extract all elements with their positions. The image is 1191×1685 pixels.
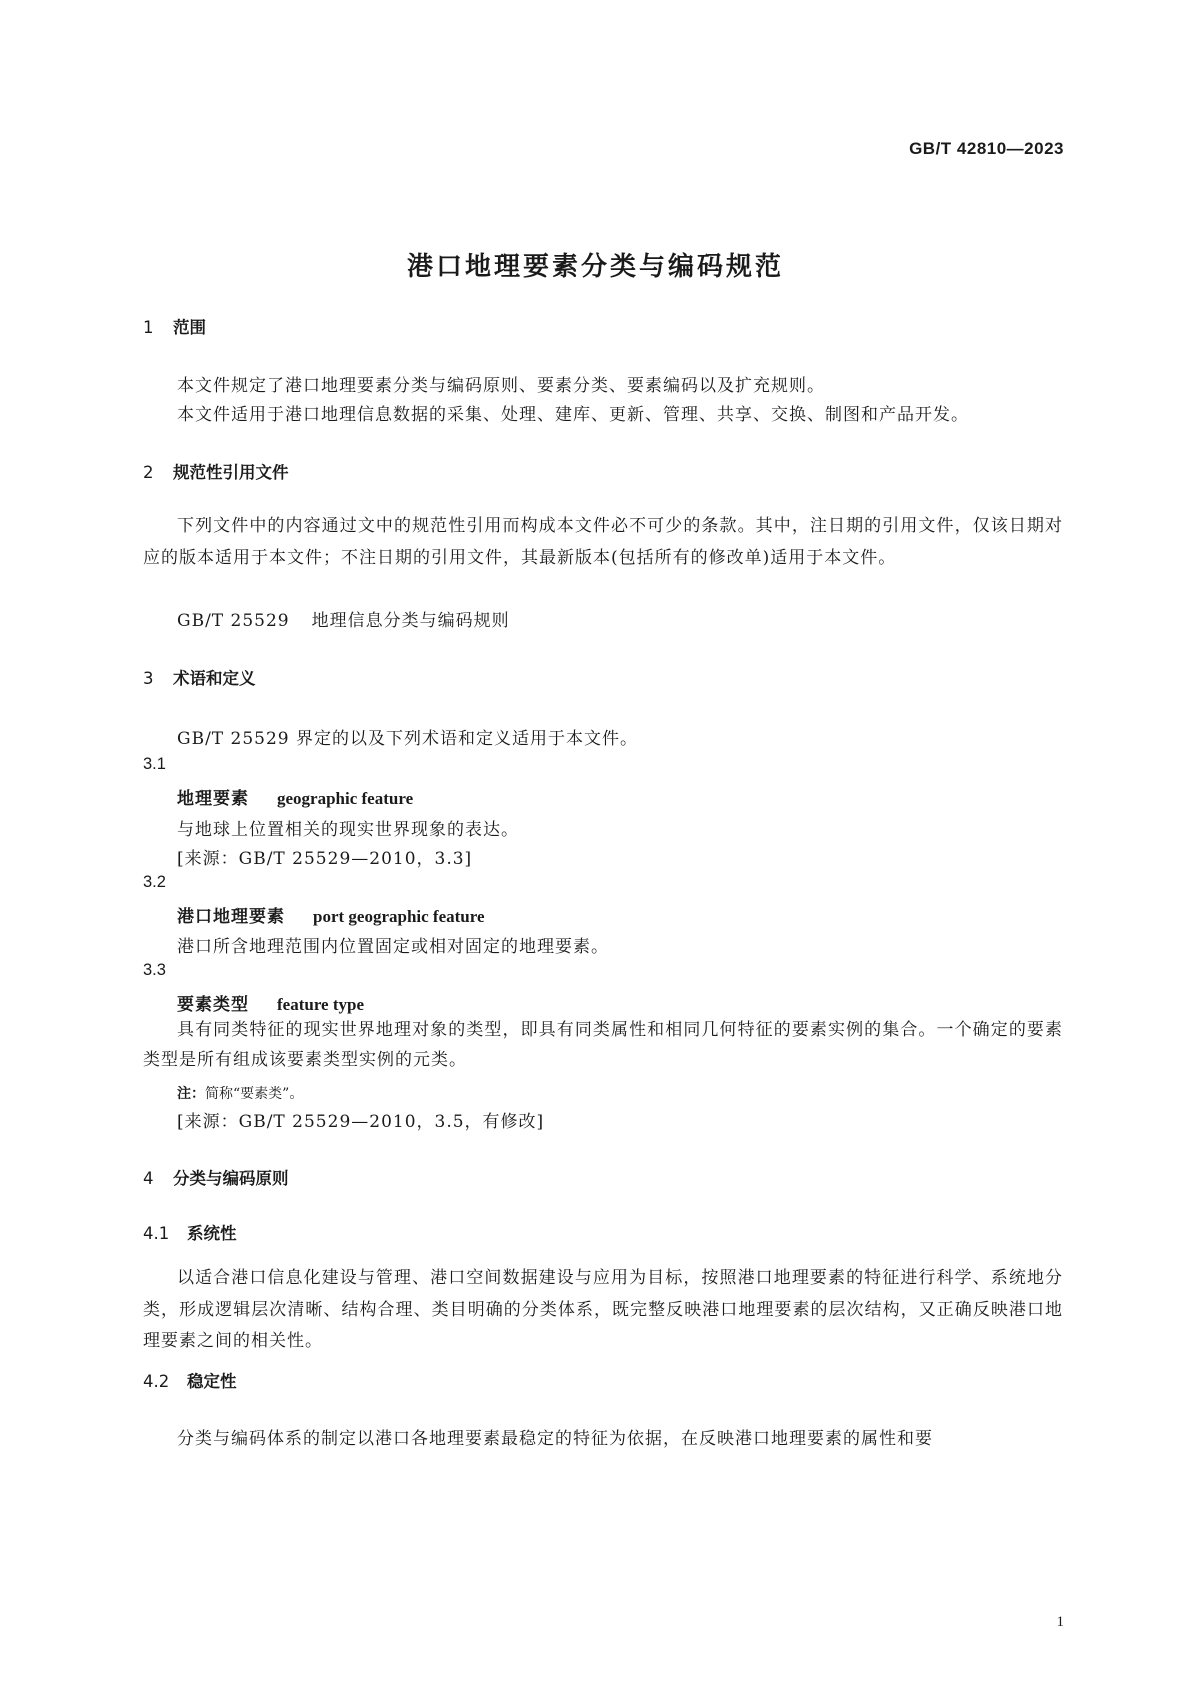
term-3-1-number: 3.1	[143, 755, 166, 773]
term-zh: 地理要素	[177, 789, 249, 809]
term-zh: 要素类型	[177, 995, 249, 1015]
note-text: 简称“要素类”。	[205, 1086, 304, 1102]
subsection-number: 4.1	[143, 1224, 170, 1243]
term-en: geographic feature	[277, 789, 414, 808]
section-4-1-heading	[143, 1220, 237, 1244]
term-3-3-number: 3.3	[143, 961, 166, 979]
section-4-1-paragraph: 以适合港口信息化建设与管理、港口空间数据建设与应用为目标，按照港口地理要素的特征进行科学、系统地分类，形成逻辑层次清晰、结构合理、类目明确的分类体系，既完整反映港口地理要素的层次结构，又正确反映港口地理要素之间的相关性。	[143, 1268, 1063, 1351]
section-number: 1	[143, 318, 154, 337]
subsection-title: 稳定性	[187, 1372, 237, 1391]
document-title: 港口地理要素分类与编码规范	[406, 252, 784, 282]
section-4-2-heading	[143, 1368, 237, 1392]
section-2-heading	[143, 459, 289, 483]
term-3-3-note	[177, 1083, 303, 1103]
term-en: port geographic feature	[313, 907, 485, 926]
reference-item	[177, 606, 510, 631]
term-3-1-source: [来源：GB/T 25529—2010，3.3]	[177, 849, 473, 869]
term-3-2-definition: 港口所含地理范围内位置固定或相对固定的地理要素。	[177, 937, 609, 957]
reference-code: GB/T 25529	[177, 611, 290, 631]
section-title: 分类与编码原则	[173, 1169, 289, 1188]
term-3-1	[177, 784, 413, 809]
section-3-heading	[143, 665, 256, 689]
subsection-title: 系统性	[187, 1224, 237, 1243]
standard-number: GB/T 42810—2023	[909, 139, 1064, 158]
section-4-2-paragraph: 分类与编码体系的制定以港口各地理要素最稳定的特征为依据，在反映港口地理要素的属性和要	[177, 1429, 933, 1449]
term-zh: 港口地理要素	[177, 907, 285, 927]
section-title: 术语和定义	[173, 669, 256, 688]
reference-title: 地理信息分类与编码规则	[311, 611, 510, 631]
term-3-1-definition: 与地球上位置相关的现实世界现象的表达。	[177, 820, 519, 840]
term-3-2-number: 3.2	[143, 873, 166, 891]
section-number: 3	[143, 669, 154, 688]
section-4-heading	[143, 1165, 289, 1189]
section-1-paragraph-2: 本文件适用于港口地理信息数据的采集、处理、建库、更新、管理、共享、交换、制图和产品开发。	[177, 405, 969, 425]
page-number: 1	[1056, 1614, 1064, 1630]
note-label: 注：	[177, 1086, 205, 1102]
term-3-3-definition: 具有同类特征的现实世界地理对象的类型，即具有同类属性和相同几何特征的要素实例的集合。一个确定的要素类型是所有组成该要素类型实例的元类。	[143, 1020, 1063, 1070]
section-title: 规范性引用文件	[173, 463, 289, 482]
section-title: 范围	[173, 318, 206, 337]
term-en: feature type	[277, 995, 365, 1014]
term-3-3	[177, 990, 364, 1015]
section-1-paragraph-1: 本文件规定了港口地理要素分类与编码原则、要素分类、要素编码以及扩充规则。	[177, 376, 825, 396]
section-1-heading	[143, 314, 206, 338]
section-3-intro: GB/T 25529 界定的以及下列术语和定义适用于本文件。	[177, 729, 639, 749]
term-3-2	[177, 902, 485, 927]
section-number: 4	[143, 1169, 154, 1188]
term-3-3-source: [来源：GB/T 25529—2010，3.5，有修改]	[177, 1112, 545, 1132]
section-number: 2	[143, 463, 154, 482]
subsection-number: 4.2	[143, 1372, 170, 1391]
section-2-paragraph: 下列文件中的内容通过文中的规范性引用而构成本文件必不可少的条款。其中，注日期的引用文件，仅该日期对应的版本适用于本文件；不注日期的引用文件，其最新版本(包括所有的修改单)适用于本文件。	[143, 516, 1063, 568]
